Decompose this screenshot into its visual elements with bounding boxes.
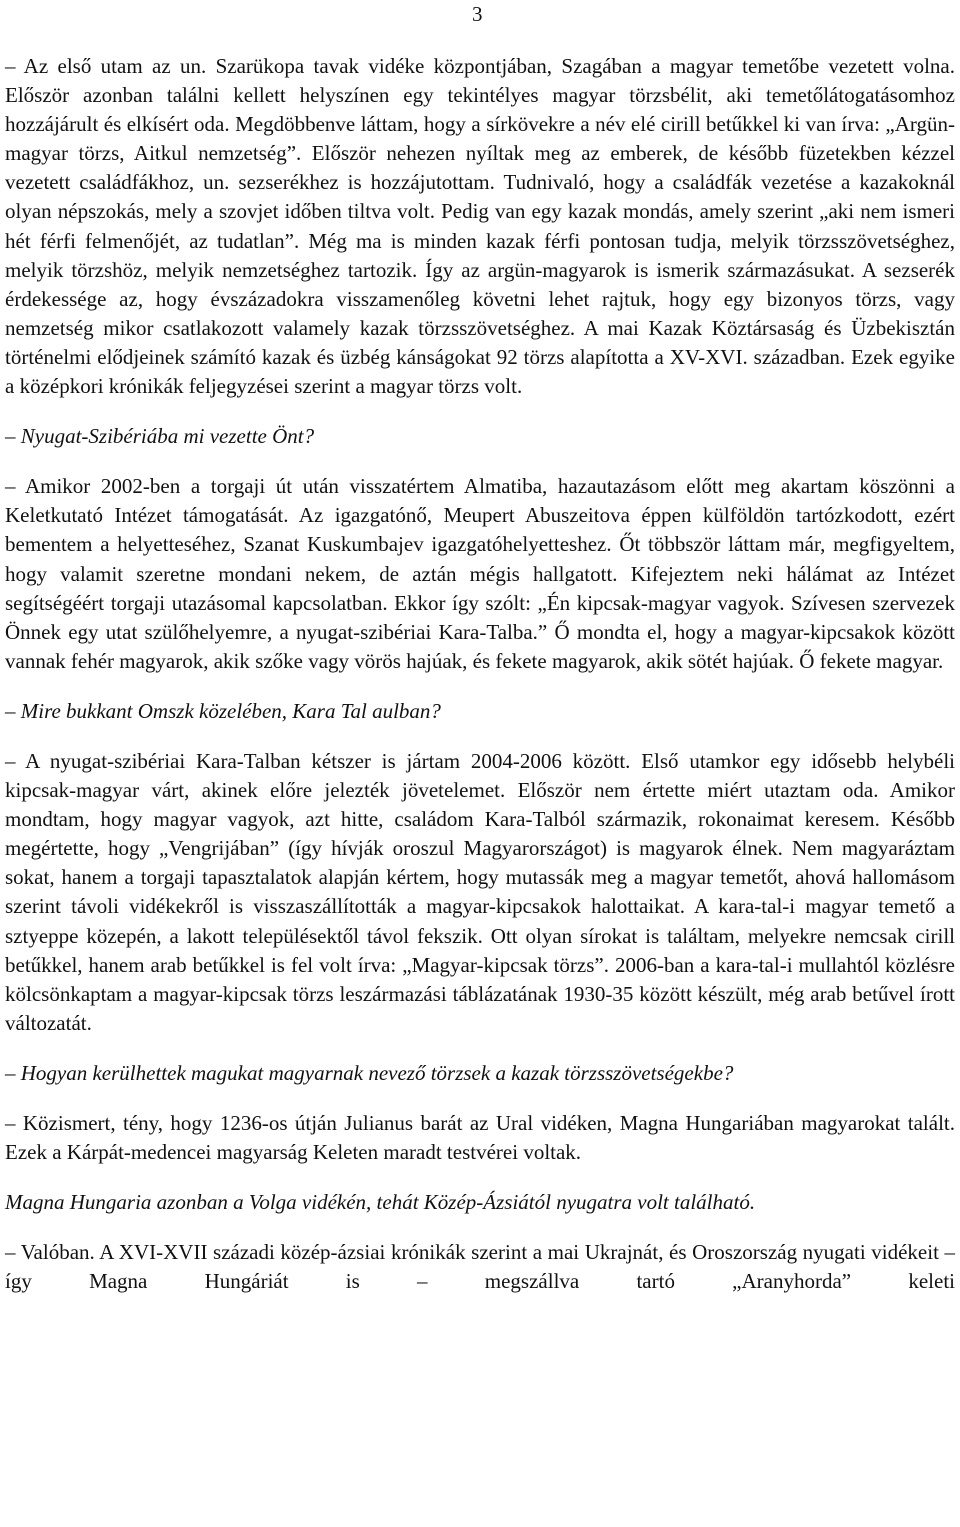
paragraph-question-tribes: – Hogyan kerülhettek magukat magyarnak nevező törzsek a kazak törzsszövetségekbe? bbox=[5, 1060, 734, 1085]
paragraph-answer-golden-horde: – Valóban. A XVI-XVII századi közép-ázsiai krónikák szerint a mai Ukrajnát, és Oroszország nyugati vidékeit – így Magna Hungáriát is – megszállva tartó „Aranyhorda” keleti bbox=[5, 1240, 955, 1294]
paragraph-question-magna-hungaria: Magna Hungaria azonban a Volga vidékén, tehát Közép-Ázsiától nyugatra volt található. bbox=[5, 1190, 756, 1215]
paragraph-answer-kara-tal: – A nyugat-szibériai Kara-Talban kétszer is jártam 2004-2006 között. Első utamkor egy idősebb helybéli kipcsak-magyar várt, akinek előre jelezték jövetelemet. Először nem értette miért utaztam oda. Amikor mondtam, hogy magyar vagyok, azt hitte, családom Kara-Talból származik, rokonaimat keresem. Később megértette, hogy „Vengrijában” (így hívják oroszul Magyarországot) is magyarok élnek. Nem magyaráztam sokat, hanem a torgaji tapasztalatok alapján kértem, hogy mutassák meg a magyar temetőt, ahová hallomásom szerint távoli vidékekről is visszaszállították a magyar-kipcsakok halottaikat. A kara-tal-i magyar temető a sztyeppe közepén, a lakott településektől távol fekszik. Ott olyan sírokat is találtam, melyekre nemcsak cirill betűkkel, hanem arab betűkkel is fel volt írva: „Magyar-kipcsak törzs”. 2006-ban a kara-tal-i mullahtól közlésre kölcsönkaptam a magyar-kipcsak törzs leszármazási táblázatának 1930-35 között készült, még arab betűvel írott változatát. bbox=[5, 748, 955, 1035]
paragraph-question-omsk: – Mire bukkant Omszk közelében, Kara Tal aulban? bbox=[5, 698, 441, 723]
page-number: 3 bbox=[472, 2, 483, 26]
paragraph-answer-julianus: – Közismert, tény, hogy 1236-os útján Julianus barát az Ural vidéken, Magna Hungariában magyarokat talált. Ezek a Kárpát-medencei magyarság Keleten maradt testvérei voltak. bbox=[5, 1111, 955, 1165]
paragraph-answer-szaga: – Az első utam az un. Szarükopa tavak vidéke központjában, Szagában a magyar temetőbe vezetett volna. Először azonban találni kellett helyszínen egy tekintélyes magyar törzsbélit, aki temetőlátogatásomhoz hozzájárult és elkísért oda. Megdöbbenve láttam, hogy a sírkövekre a név elé cirill betűkkel ki van írva: „Argün-magyar törzs, Aitkul nemzetség”. Először nehezen nyíltak meg az emberek, de később füzetekben kézzel vezetett családfákhoz, un. sezserékhez is hozzájutottam. Tudnivaló, hogy a családfák vezetése a kazakoknál olyan népszokás, mely a szovjet időben tiltva volt. Pedig van egy kazak mondás, amely szerint „aki nem ismeri hét férfi felmenőjét, az tudatlan”. Még ma is minden kazak férfi pontosan tudja, melyik törzsszövetséghez, melyik törzshöz, melyik nemzetséghez tartozik. Így az argün-magyarok is ismerik származásukat. A sezserék érdekessége az, hogy évszázadokra visszamenőleg követni lehet rajtuk, hogy egy bizonyos törzs, vagy nemzetség mikor csatlakozott valamely kazak törzsszövetséghez. A mai Kazak Köztársaság és Üzbekisztán történelmi elődjeinek számító kazak és üzbég kánságokat 92 törzs alapította a XV-XVI. században. Ezek egyike a középkori krónikák feljegyzései szerint a magyar törzs volt. bbox=[5, 54, 955, 399]
article-body bbox=[5, 52, 955, 1296]
paragraph-question-west-siberia: – Nyugat-Szibériába mi vezette Önt? bbox=[5, 424, 315, 449]
paragraph-answer-almaty: – Amikor 2002-ben a torgaji út után visszatértem Almatiba, hazautazásom előtt meg akartam köszönni a Keletkutató Intézet támogatását. Az igazgatónő, Meupert Abuszeitova éppen külföldön tartózkodott, ezért bementem a helyetteséhez, Szanat Kuskumbajev igazgatóhelyetteshez. Őt többször láttam már, megfigyeltem, hogy valamit szeretne mondani nekem, de aztán mégis hallgatott. Kifejeztem neki hálámat az Intézet segítségéért torgaji utazásomal kapcsolatban. Ekkor így szólt: „Én kipcsak-magyar vagyok. Szívesen szervezek Önnek egy utat szülőhelyemre, a nyugat-szibériai Kara-Talba.” Ő mondta el, hogy a magyar-kipcsakok között vannak fehér magyarok, akik szőke vagy vörös hajúak, és fekete magyarok, akik sötét hajúak. Ő fekete magyar. bbox=[5, 474, 955, 673]
